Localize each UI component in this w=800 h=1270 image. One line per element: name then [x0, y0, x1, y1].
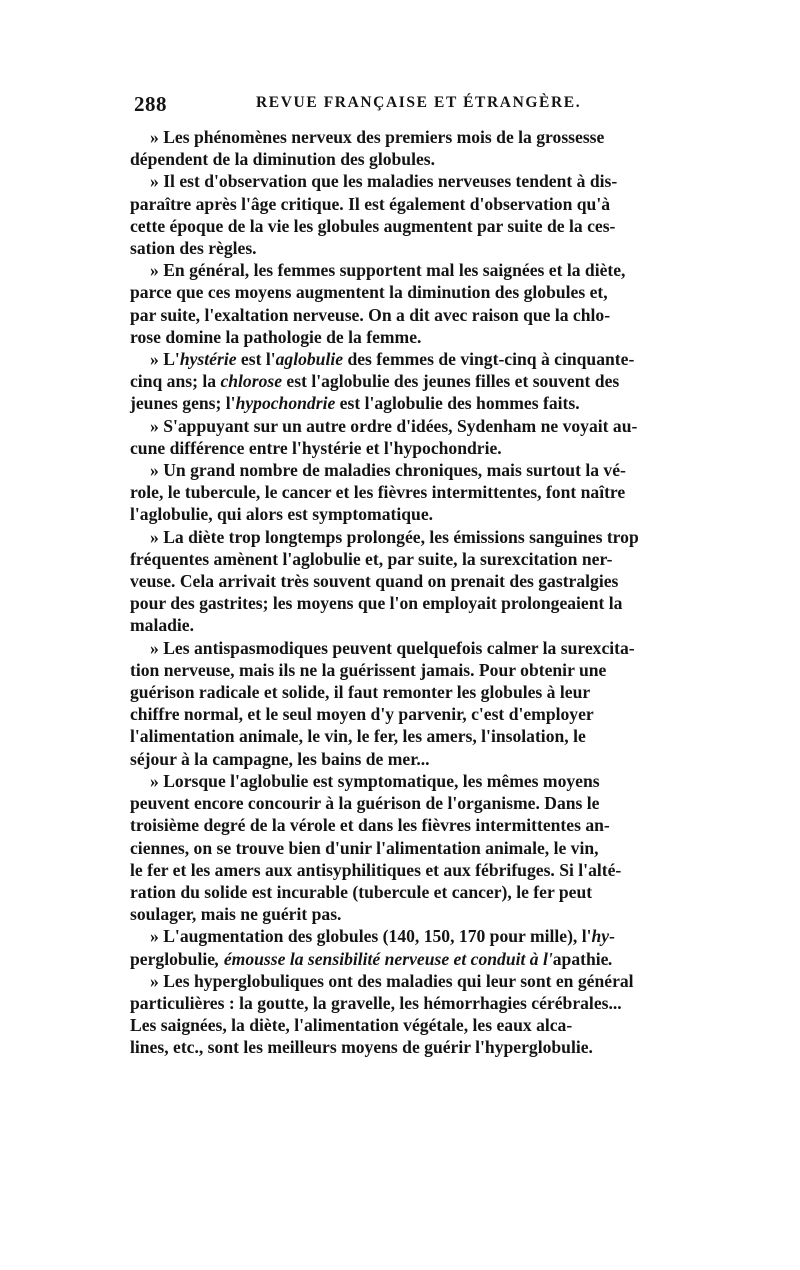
text-segment: cinq ans; la: [130, 371, 221, 392]
text-line: [130, 925, 672, 947]
paragraph: [130, 970, 672, 1059]
text-line: sation des règles.: [130, 238, 257, 259]
body-text: [130, 126, 672, 1059]
text-line: [130, 392, 672, 414]
paragraph: [130, 348, 672, 415]
text-line: [130, 948, 672, 970]
paragraph: [130, 415, 672, 459]
running-title: REVUE FRANÇAISE ET ÉTRANGÈRE.: [256, 94, 582, 111]
text-line: lines, etc., sont les meilleurs moyens de guérir l'hyperglobulie.: [130, 1037, 593, 1058]
text-segment: est l'aglobulie des jeunes filles et souvent des: [282, 371, 620, 392]
text-line: l'alimentation animale, le vin, le fer, les amers, l'insolation, le: [130, 726, 586, 747]
text-line: rose domine la pathologie de la femme.: [130, 326, 422, 347]
text-line: role, le tubercule, le cancer et les fièvres intermittentes, font naître: [130, 482, 626, 503]
text-segment: des femmes de vingt-cinq à cinquante-: [343, 349, 635, 370]
paragraph: [130, 526, 672, 637]
text-line: par suite, l'exaltation nerveuse. On a dit avec raison que la chlo-: [130, 304, 611, 325]
text-line: ciennes, on se trouve bien d'unir l'alimentation animale, le vin,: [130, 837, 599, 858]
paragraph: [130, 459, 672, 526]
text-line: ration du solide est incurable (tubercule et cancer), le fer peut: [130, 881, 593, 902]
italic-term: hystérie: [179, 349, 237, 370]
text-line: cette époque de la vie les globules augmentent par suite de la ces-: [130, 215, 616, 236]
paragraph: [130, 170, 672, 259]
text-line: » La diète trop longtemps prolongée, les émissions sanguines trop: [150, 526, 639, 547]
text-line: » Les antispasmodiques peuvent quelquefois calmer la surexcita-: [150, 637, 635, 658]
text-line: chiffre normal, et le seul moyen d'y parvenir, c'est d'employer: [130, 704, 594, 725]
text-segment: est l': [236, 349, 276, 370]
text-line: » S'appuyant sur un autre ordre d'idées, Sydenham ne voyait au-: [150, 415, 638, 436]
text-line: paraître après l'âge critique. Il est également d'observation qu'à: [130, 193, 611, 214]
text-line: » Les phénomènes nerveux des premiers mois de la grossesse: [150, 127, 605, 147]
italic-term: hypochondrie: [235, 393, 336, 414]
text-line: peuvent encore concourir à la guérison de l'organisme. Dans le: [130, 793, 600, 814]
text-segment: » L': [150, 349, 180, 370]
text-segment: » L'augmentation des globules (140, 150, 170 pour mille), l': [150, 926, 592, 947]
text-line: tion nerveuse, mais ils ne la guérissent jamais. Pour obtenir une: [130, 659, 607, 680]
paragraph: [130, 925, 672, 969]
text-line: séjour à la campagne, les bains de mer...: [130, 748, 430, 769]
text-line: [130, 370, 672, 392]
italic-term: , émousse la sensibilité nerveuse et conduit à l': [215, 948, 553, 969]
text-line: soulager, mais ne guérit pas.: [130, 904, 342, 925]
text-line: » Lorsque l'aglobulie est symptomatique, les mêmes moyens: [150, 770, 600, 791]
text-line: parce que ces moyens augmentent la diminution des globules et,: [130, 282, 608, 303]
text-line: le fer et les amers aux antisyphilitiques et aux fébrifuges. Si l'alté-: [130, 859, 622, 880]
page-header: [134, 92, 672, 116]
text-line: Les saignées, la diète, l'alimentation végétale, les eaux alca-: [130, 1015, 573, 1036]
text-line: » Les hyperglobuliques ont des maladies qui leur sont en général: [150, 970, 634, 991]
text-line: » Un grand nombre de maladies chroniques, mais surtout la vé-: [150, 460, 626, 481]
text-line: fréquentes amènent l'aglobulie et, par suite, la surexcitation ner-: [130, 548, 613, 569]
text-line: guérison radicale et solide, il faut remonter les globules à leur: [130, 682, 591, 703]
text-line: veuse. Cela arrivait très souvent quand on prenait des gastralgies: [130, 571, 619, 592]
text-line: cune différence entre l'hystérie et l'hypochondrie.: [130, 437, 502, 458]
paragraph: [130, 770, 672, 925]
text-segment: perglobulie: [130, 948, 216, 969]
text-line: » Il est d'observation que les maladies nerveuses tendent à dis-: [150, 171, 618, 192]
italic-term: hy-: [591, 926, 615, 947]
italic-term: .: [608, 948, 613, 969]
text-line: l'aglobulie, qui alors est symptomatique.: [130, 504, 434, 525]
text-segment: apathie: [552, 948, 609, 969]
text-segment: jeunes gens; l': [130, 393, 236, 414]
text-line: particulières : la goutte, la gravelle, les hémorrhagies cérébrales...: [130, 992, 622, 1013]
italic-term: aglobulie: [275, 349, 344, 370]
paragraph: [130, 637, 672, 770]
page-number: 288: [134, 92, 167, 116]
text-line: [130, 348, 672, 370]
italic-term: chlorose: [220, 371, 283, 392]
text-line: pour des gastrites; les moyens que l'on employait prolongeaient la: [130, 593, 623, 614]
text-line: troisième degré de la vérole et dans les fièvres intermittentes an-: [130, 815, 610, 836]
text-line: dépendent de la diminution des globules.: [130, 149, 436, 170]
text-line: maladie.: [130, 615, 195, 636]
paragraph: [130, 126, 672, 170]
paragraph: [130, 259, 672, 348]
text-line: » En général, les femmes supportent mal les saignées et la diète,: [150, 260, 626, 281]
text-segment: est l'aglobulie des hommes faits.: [335, 393, 580, 414]
